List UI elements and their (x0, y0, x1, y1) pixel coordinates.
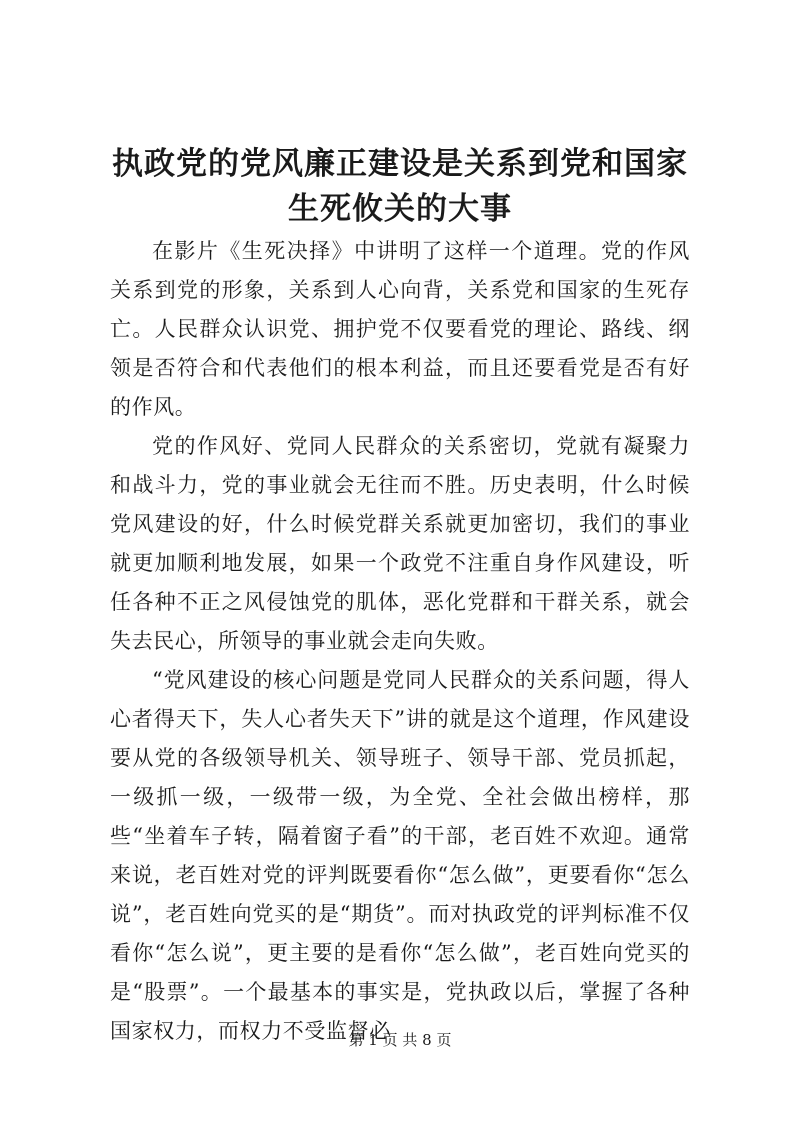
paragraph: 在影片《生死决择》中讲明了这样一个道理。党的作风关系到党的形象，关系到人心向背，关系党和国家的生死存亡。人民群众认识党、拥护党不仅要看党的理论、路线、纲领是否符合和代表他们的根本利益，而且还要看党是否有好的作风。 (110, 239, 690, 419)
page-footer (0, 1030, 800, 1050)
paragraph: “党风建设的核心问题是党同人民群众的关系问题，得人心者得天下，失人心者失天下”讲的就是这个道理，作风建设要从党的各级领导机关、领导班子、领导干部、党员抓起，一级抓一级，一级带一级，为全党、全社会做出榜样，那些“坐着车子转，隔着窗子看”的干部，老百姓不欢迎。通常来说，老百姓对党的评判既要看你“怎么做”，更要看你“怎么说”，老百姓向党买的是“期货”。而对执政党的评判标准不仅看你“怎么说”，更主要的是看你“怎么做”，老百姓向党买的是“股票”。一个最基本的事实是，党执政以后，掌握了各种国家权力，而权力不受监督必 (110, 668, 690, 1043)
document-body (110, 232, 690, 1051)
paragraph: 党的作风好、党同人民群众的关系密切，党就有凝聚力和战斗力，党的事业就会无往而不胜。历史表明，什么时候党风建设的好，什么时候党群关系就更加密切，我们的事业就更加顺利地发展，如果一个政党不注重自身作风建设，听任各种不正之风侵蚀党的肌体，恶化党群和干群关系，就会失去民心，所领导的事业就会走向失败。 (110, 434, 690, 653)
document-title: 执政党的党风廉正建设是关系到党和国家生死攸关的大事 (112, 146, 688, 227)
page-number: 第 1 页 共 8 页 (348, 1031, 452, 1049)
